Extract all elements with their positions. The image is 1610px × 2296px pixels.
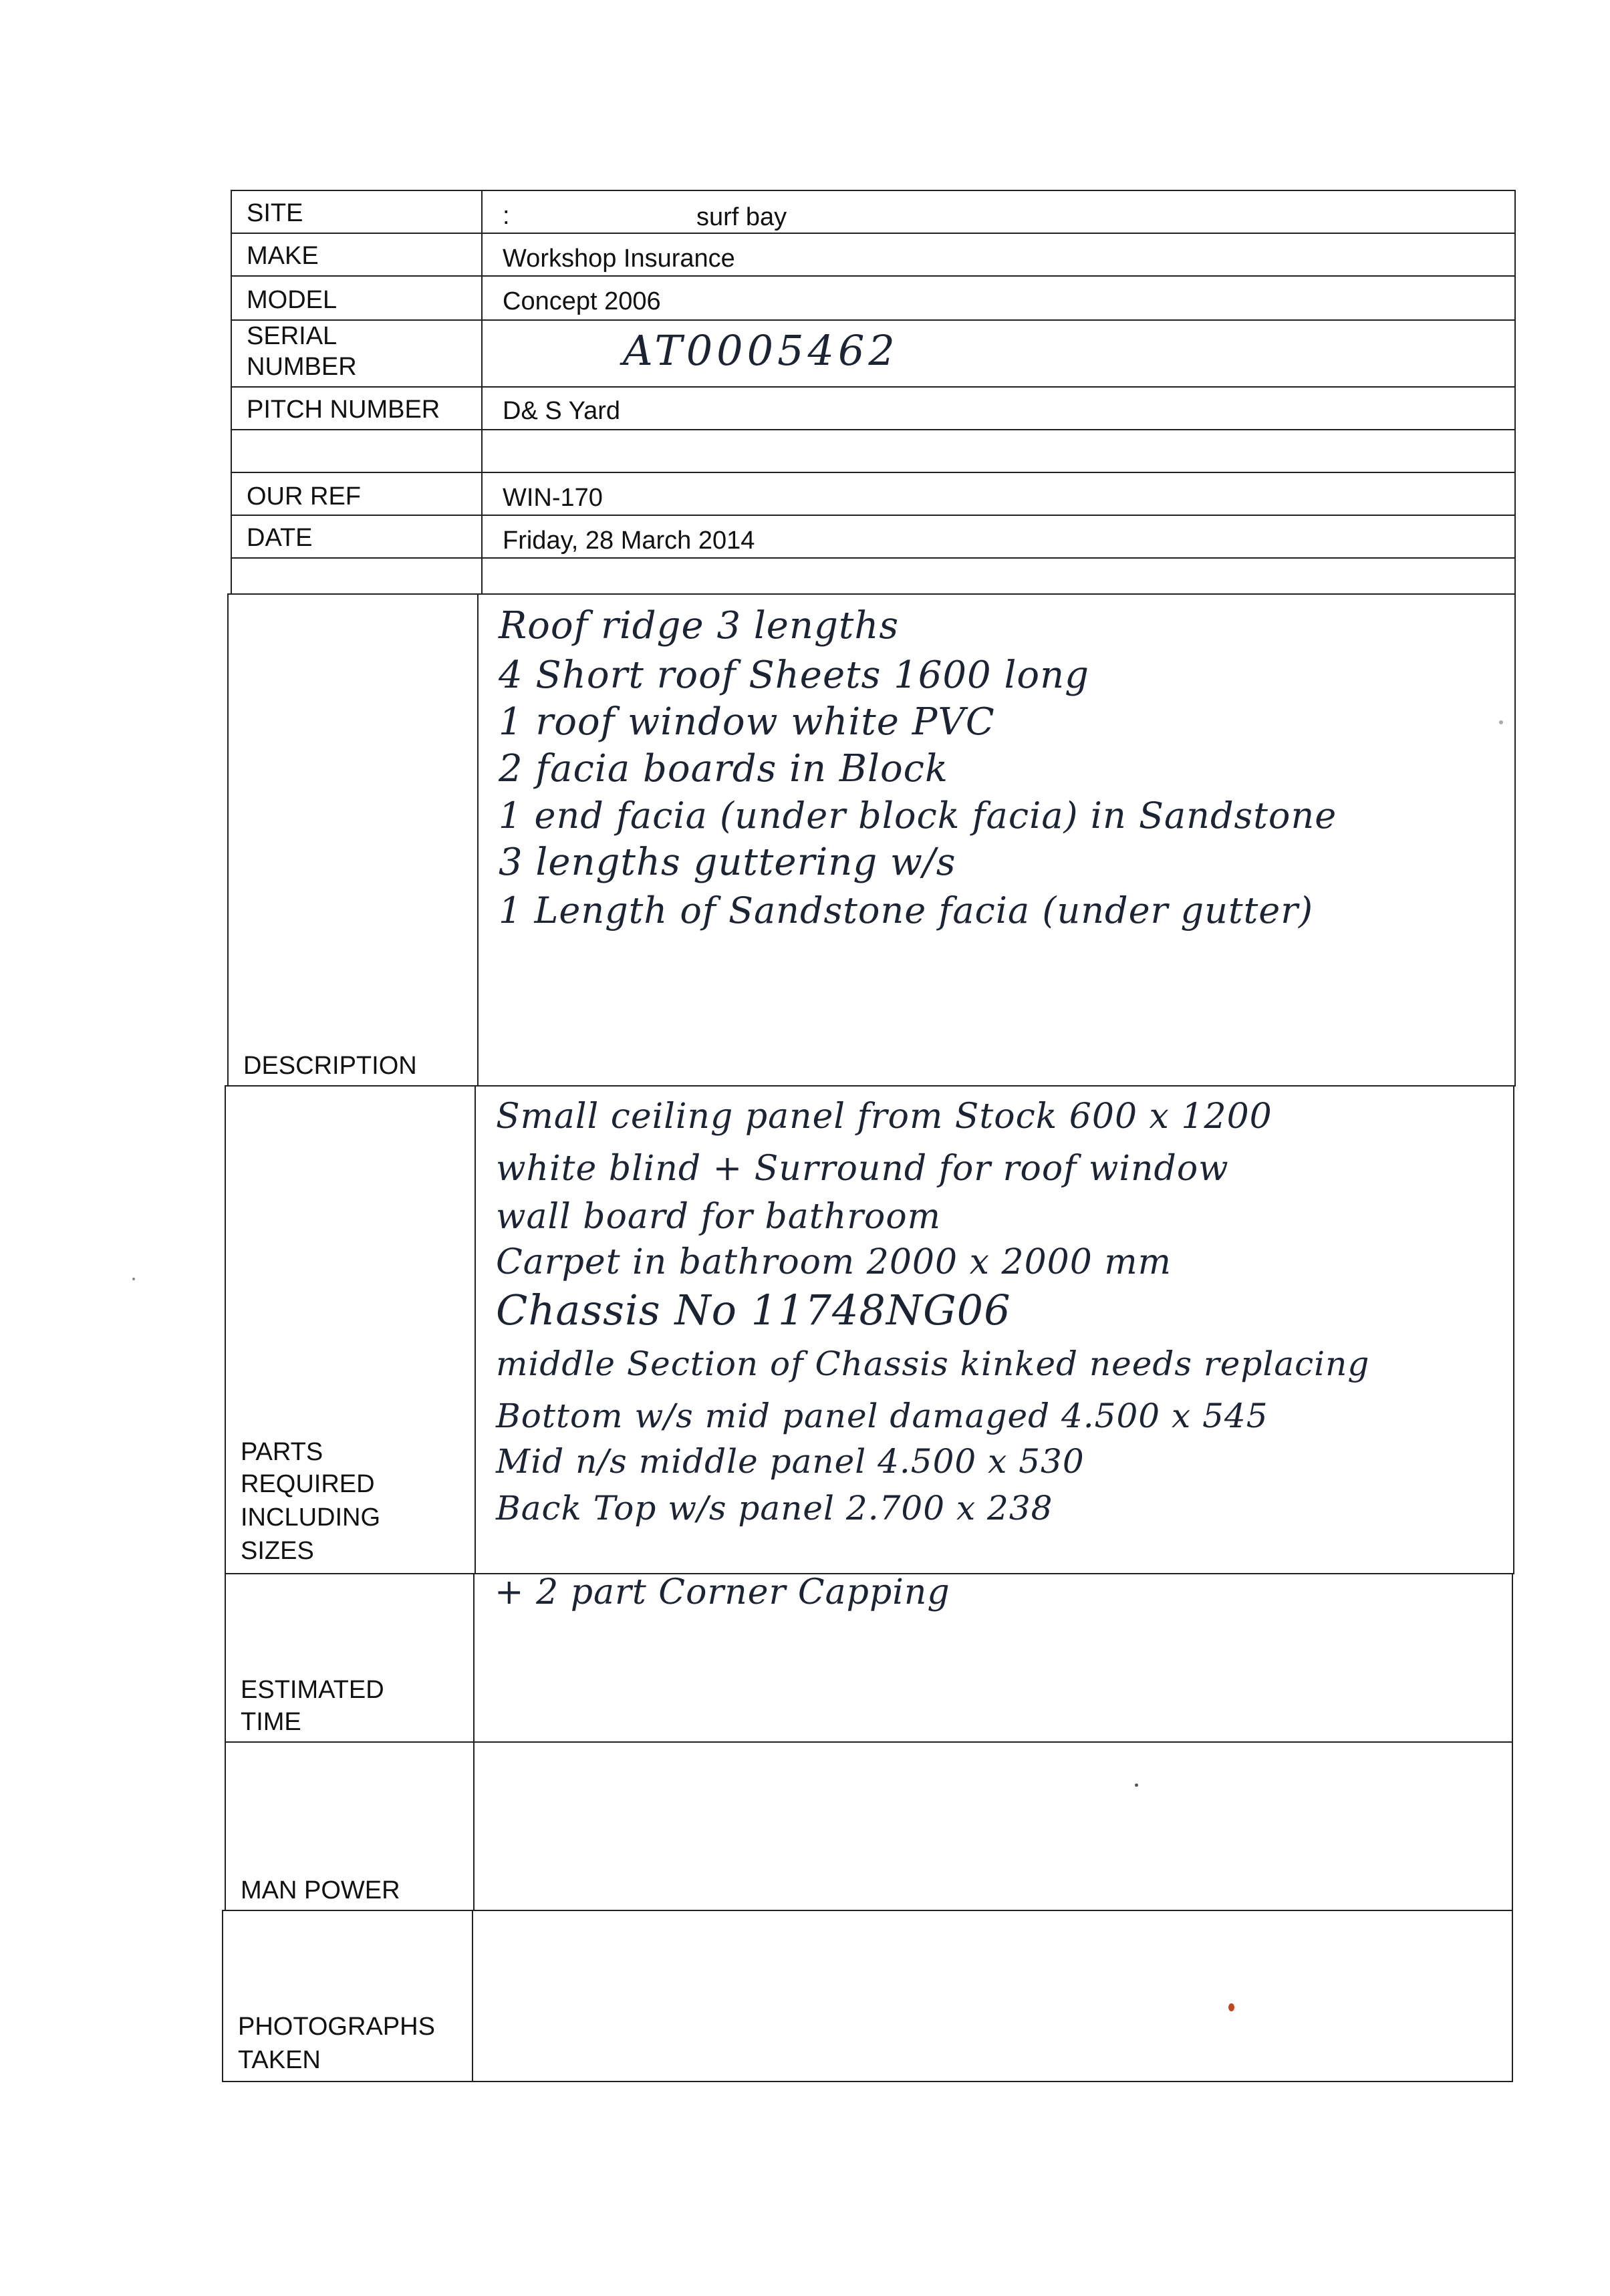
scan-speck: [1499, 720, 1503, 724]
pitch-row: [231, 386, 1516, 430]
parts-line: + 2 part Corner Capping: [495, 1572, 950, 1612]
description-label: DESCRIPTION: [229, 595, 479, 1085]
site-label: SITE: [232, 191, 483, 233]
parts-line: Bottom w/s mid panel damaged 4.500 x 545: [496, 1397, 1268, 1435]
parts-line: Back Top w/s panel 2.700 x 238: [496, 1489, 1053, 1528]
pitch-value: D& S Yard: [503, 397, 621, 425]
model-label: MODEL: [232, 277, 483, 319]
site-prefix: :: [503, 202, 510, 230]
description-line: 1 Length of Sandstone facia (under gutter): [499, 889, 1314, 931]
parts-line: Mid n/s middle panel 4.500 x 530: [496, 1442, 1085, 1481]
parts-line: white blind + Surround for roof window: [496, 1149, 1229, 1189]
serial-row: [231, 319, 1516, 388]
scan-speck: [1135, 1783, 1138, 1787]
parts-line: Small ceiling panel from Stock 600 x 1200: [496, 1097, 1272, 1137]
estimated-time-row: [225, 1573, 1513, 1743]
site-name: surf bay: [696, 203, 787, 231]
pitch-label: PITCH NUMBER: [232, 388, 483, 429]
description-line: 1 end facia (under block facia) in Sandstone: [499, 795, 1337, 837]
estimated-time-value: [475, 1574, 1512, 1741]
description-line: 3 lengths guttering w/s: [499, 841, 956, 884]
serial-label: SERIAL NUMBER: [232, 321, 483, 386]
description-line: 1 roof window white PVC: [499, 700, 995, 744]
parts-line: middle Section of Chassis kinked needs replacing: [496, 1344, 1370, 1383]
parts-line: Carpet in bathroom 2000 x 2000 mm: [496, 1242, 1172, 1282]
estimated-time-label: ESTIMATED TIME: [226, 1574, 475, 1741]
site-row: [231, 190, 1516, 234]
photographs-row: [222, 1910, 1513, 2082]
description-line: 4 Short roof Sheets 1600 long: [499, 654, 1089, 697]
scan-speck: [132, 1278, 135, 1280]
parts-label: PARTS REQUIRED INCLUDING SIZES: [226, 1087, 476, 1573]
description-line: 2 facia boards in Block: [499, 747, 948, 791]
blank-row-2: [231, 557, 1516, 595]
make-row: [231, 233, 1516, 277]
model-row: [231, 275, 1516, 321]
description-value: [479, 595, 1514, 1085]
parts-row: [225, 1085, 1514, 1574]
blank-row-1: [231, 429, 1516, 473]
our-ref-value: WIN-170: [503, 484, 603, 512]
make-label: MAKE: [232, 234, 483, 275]
date-row: [231, 515, 1516, 559]
model-value: Concept 2006: [503, 287, 661, 315]
serial-value: [483, 321, 1514, 386]
our-ref-row: [231, 472, 1516, 516]
date-label: DATE: [232, 516, 483, 557]
photographs-label: PHOTOGRAPHS TAKEN: [223, 1911, 473, 2081]
description-row: [227, 593, 1516, 1087]
parts-line: wall board for bathroom: [496, 1197, 941, 1237]
serial-handwritten: AT0005462: [623, 326, 899, 375]
man-power-row: [225, 1741, 1513, 1911]
site-value: [483, 191, 1514, 233]
parts-line: Chassis No 11748NG06: [496, 1286, 1011, 1334]
scan-speck: [1228, 2003, 1234, 2011]
description-line: Roof ridge 3 lengths: [499, 604, 900, 648]
our-ref-label: OUR REF: [232, 473, 483, 515]
make-value: Workshop Insurance: [503, 245, 735, 273]
date-value: Friday, 28 March 2014: [503, 527, 755, 555]
man-power-label: MAN POWER: [226, 1743, 475, 1910]
parts-value: [476, 1087, 1513, 1573]
